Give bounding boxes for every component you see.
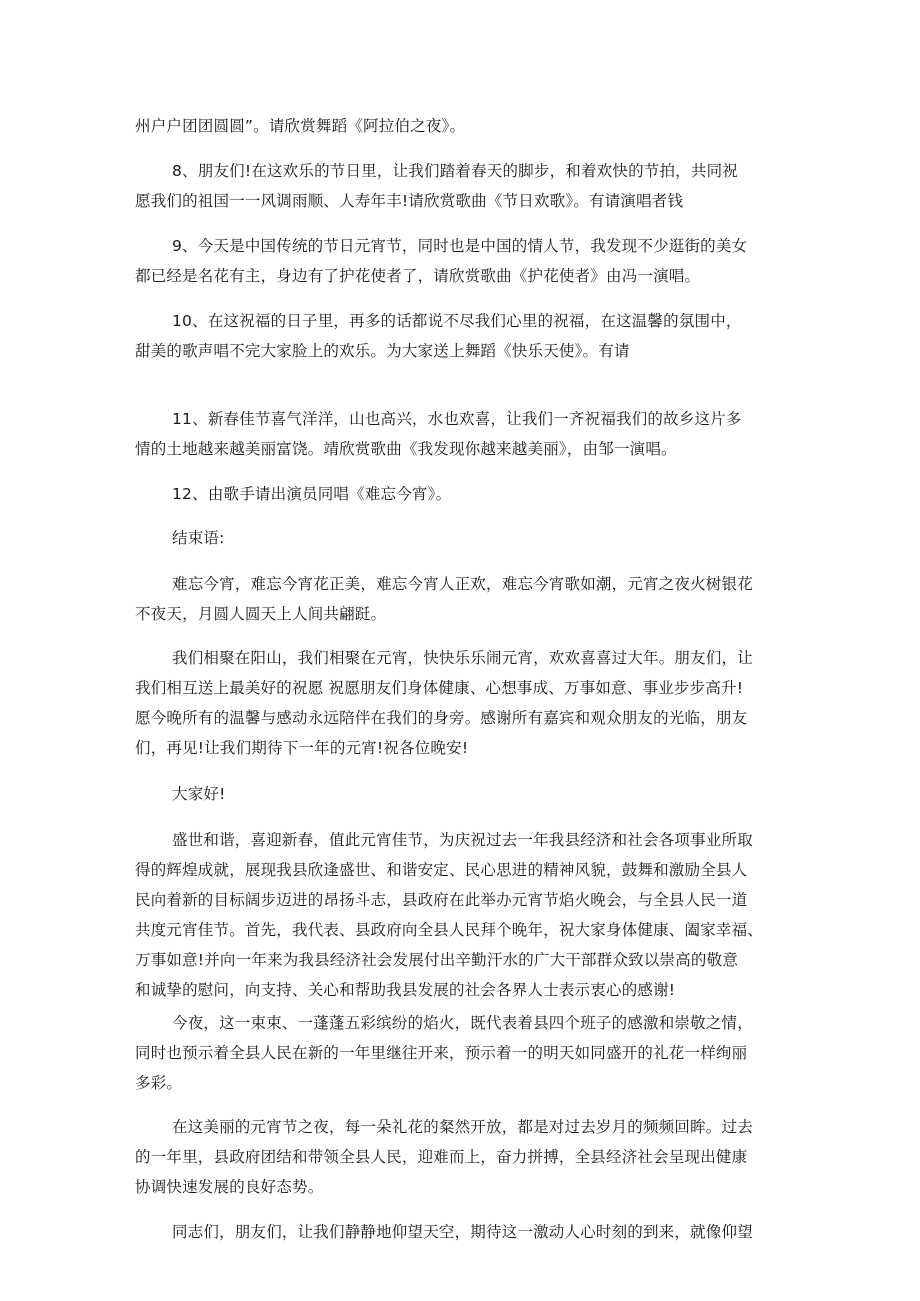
paragraph-12	[135, 1008, 800, 1098]
text-line: 协调快速发展的良好态势。	[135, 1178, 324, 1196]
text-line: 12、由歌手请出演员同唱《难忘今宵》。	[172, 485, 452, 503]
paragraph-9	[135, 643, 800, 763]
paragraph-2	[135, 156, 800, 216]
text-line: 共度元宵佳节。首先，我代表、县政府向全县人民拜个晚年，祝大家身体健康、阖家幸福、	[135, 921, 764, 939]
text-line: 州户户团团圆圆”。请欣赏舞蹈《阿拉伯之夜》。	[135, 117, 466, 135]
text-line: 同志们，朋友们，让我们静静地仰望天空，期待这一激动人心时刻的到来，就像仰望	[172, 1223, 753, 1241]
text-line: 在这美丽的元宵节之夜，每一朵礼花的粲然开放，都是对过去岁月的频频回眸。过去	[172, 1118, 753, 1136]
text-line: 都已经是名花有主，身边有了护花使者了，请欣赏歌曲《护花使者》由冯一演唱。	[135, 267, 701, 285]
text-line: 盛世和谐，喜迎新春，值此元宵佳节，为庆祝过去一年我县经济和社会各项事业所取	[172, 831, 753, 849]
text-line: 和诚挚的慰问，向支持、关心和帮助我县发展的社会各界人士表示衷心的感谢!	[135, 981, 676, 999]
text-line: 万事如意!并向一年来为我县经济社会发展付出辛勤汗水的广大干部群众致以崇高的敬意	[135, 951, 739, 969]
text-line: 的一年里，县政府团结和带领全县人民，迎难而上，奋力拼搏，全县经济社会呈现出健康	[135, 1148, 748, 1166]
text-line: 甜美的歌声唱不完大家脸上的欢乐。为大家送上舞蹈《快乐天使》。有请	[135, 342, 630, 360]
paragraph-5	[135, 404, 800, 464]
paragraph-6	[135, 479, 800, 509]
text-line: 我们相聚在阳山，我们相聚在元宵，快快乐乐闹元宵，欢欢喜喜过大年。朋友们，让	[172, 649, 753, 667]
text-line: 难忘今宵，难忘今宵花正美，难忘今宵人正欢，难忘今宵歌如潮，元宵之夜火树银花	[172, 575, 753, 593]
paragraph-8	[135, 569, 800, 629]
greeting	[135, 779, 800, 809]
text-line: 愿我们的祖国一一风调雨顺、人寿年丰!请欣赏歌曲《节日欢歌》。有请演唱者钱	[135, 192, 684, 210]
closing-heading	[135, 523, 800, 553]
text-line: 9、今天是中国传统的节日元宵节，同时也是中国的情人节，我发现不少逛街的美女	[172, 237, 748, 255]
text-line: 不夜天，月圆人圆天上人间共翩跹。	[135, 605, 387, 623]
text-line: 民向着新的目标阔步迈进的昂扬斗志，县政府在此举办元宵节焰火晚会，与全县人民一道	[135, 891, 748, 909]
text-line: 结束语:	[172, 529, 225, 547]
paragraph-4	[135, 306, 800, 366]
paragraph-13	[135, 1112, 800, 1202]
text-line: 情的土地越来越美丽富饶。靖欣赏歌曲《我发现你越来越美丽》，由邹一演唱。	[135, 440, 677, 458]
text-line: 愿今晚所有的温馨与感动永远陪伴在我们的身旁。感谢所有嘉宾和观众朋友的光临，朋友	[135, 709, 748, 727]
text-line: 大家好!	[172, 785, 226, 803]
text-line: 10、在这祝福的日子里，再多的话都说不尽我们心里的祝福，在这温馨的氛围中，	[172, 312, 742, 330]
text-line: 得的辉煌成就，展现我县欣逢盛世、和谐安定、民心思进的精神风貌，鼓舞和激励全县人	[135, 861, 748, 879]
text-line: 们，再见!让我们期待下一年的元宵!祝各位晚安!	[135, 739, 469, 757]
text-line: 多彩。	[135, 1074, 183, 1092]
text-line: 8、朋友们!在这欢乐的节日里，让我们踏着春天的脚步，和着欢快的节拍，共同祝	[172, 162, 738, 180]
paragraph-1	[135, 111, 800, 141]
text-line: 我们相互送上最美好的祝愿 祝愿朋友们身体健康、心想事成、万事如意、事业步步高升!	[135, 679, 744, 697]
paragraph-14	[135, 1217, 800, 1247]
text-line: 同时也预示着全县人民在新的一年里继往开来，预示着一的明天如同盛开的礼花一样绚丽	[135, 1044, 748, 1062]
text-line: 今夜，这一束束、一蓬蓬五彩缤纷的焰火，既代表着县四个班子的感激和崇敬之情，	[172, 1014, 753, 1032]
text-line: 11、新春佳节喜气洋洋，山也高兴，水也欢喜，让我们一齐祝福我们的故乡这片多	[172, 410, 742, 428]
paragraph-3	[135, 231, 800, 291]
paragraph-11	[135, 825, 800, 1005]
